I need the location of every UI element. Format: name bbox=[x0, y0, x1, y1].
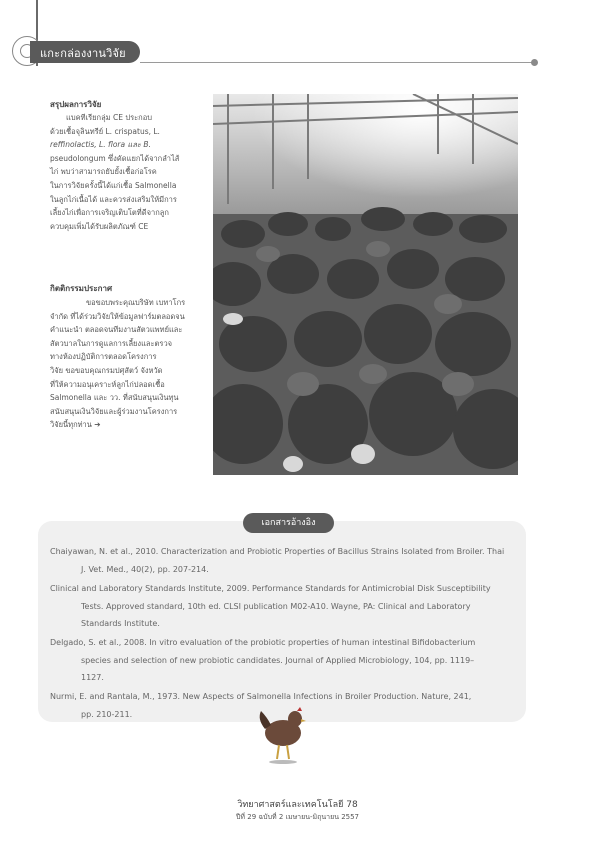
summary-line: pseudolongum ซึ่งคัดแยกได้จากลำไส้ bbox=[50, 153, 180, 163]
summary-line: ด้วยเชื้อจุลินทรีย์ L. crispatus, L. bbox=[50, 126, 160, 136]
summary-line: ในการวิจัยครั้งนี้ได้แก่เชื้อ Salmonella bbox=[50, 180, 177, 190]
reference-item bbox=[50, 580, 520, 633]
reference-item bbox=[50, 634, 520, 687]
summary-line: เลี้ยงไก่เพื่อการเจริญเติบโตที่ดีจากลูก bbox=[50, 208, 169, 218]
summary-paragraph bbox=[50, 111, 208, 233]
journal-footer-title: วิทยาศาสตร์และเทคโนโลยี 78 bbox=[237, 800, 358, 810]
summary-line: ในลูกไก่เนื้อได้ และควรส่งเสริมให้มีการ bbox=[50, 194, 177, 204]
journal-footer-issue: ปีที่ 29 ฉบับที่ 2 เมษายน-มิถุนายน 2557 bbox=[235, 813, 360, 821]
thanks-heading: กิตติกรรมประกาศ bbox=[50, 284, 113, 293]
reference-line: 1127. bbox=[81, 673, 104, 682]
chicken-farm-photo bbox=[213, 94, 518, 475]
thanks-line: สัตวบาลในการดูแลการเลี้ยงและตรวจ bbox=[50, 338, 173, 348]
thanks-line: จำกัด ที่ได้ร่วมวิจัยให้ข้อมูลฟาร์มตลอดจน bbox=[50, 311, 185, 321]
references-heading: เอกสารอ้างอิง bbox=[243, 513, 334, 533]
thanks-line: คำแนะนำ ตลอดจนทีมงานสัตวแพทย์และ bbox=[50, 325, 183, 335]
summary-line: ไก่ พบว่าสามารถยับยั้งเชื้อก่อโรค bbox=[50, 167, 157, 177]
thanks-line: วิจัย ขอขอบคุณกรมปศุสัตว์ จังหวัด bbox=[50, 365, 163, 375]
reference-line: Clinical and Laboratory Standards Institute, 2009. Performance Standards for Antimicrobial Disk Susceptibility bbox=[50, 584, 491, 593]
summary-heading: สรุปผลการวิจัย bbox=[50, 100, 102, 109]
reference-item bbox=[50, 543, 520, 578]
thanks-line: วิจัยนี้ทุกท่าน ➔ bbox=[50, 420, 101, 430]
thanks-paragraph bbox=[50, 296, 208, 432]
thanks-line: ทางห้องปฏิบัติการตลอดโครงการ bbox=[50, 352, 157, 362]
thanks-line: ขอขอบพระคุณบริษัท เบทาโกร bbox=[86, 298, 186, 307]
summary-line: ควบคุมเพิ่มได้รับผลิตภัณฑ์ CE bbox=[50, 221, 149, 231]
reference-line: J. Vet. Med., 40(2), pp. 207-214. bbox=[81, 564, 209, 574]
thanks-line: Salmonella และ วว. ที่สนับสนุนเงินทุน bbox=[50, 393, 179, 403]
chicken-illustration-icon bbox=[257, 703, 309, 765]
summary-line: reffinolactis, L. flora และ B. bbox=[50, 140, 151, 150]
chicken-farm-photo-graphic bbox=[213, 94, 518, 475]
reference-line: Chaiyawan, N. et al., 2010. Characterization and Probiotic Properties of Bacillus Strains Isolated from Broiler. Thai bbox=[50, 547, 505, 556]
section-header-title: แกะกล่องงานวิจัย bbox=[40, 47, 126, 60]
reference-line: Delgado, S. et al., 2008. In vitro evaluation of the probiotic properties of human intestinal Bifidobacterium bbox=[50, 638, 476, 647]
reference-line: pp. 210-211. bbox=[81, 709, 133, 719]
header-rule bbox=[140, 62, 535, 63]
reference-line: species and selection of new probiotic candidates. Journal of Applied Microbiology, 104, pp. 1119– bbox=[81, 655, 475, 665]
reference-line: Standards Institute. bbox=[81, 619, 160, 628]
reference-line: Nurmi, E. and Rantala, M., 1973. New Aspects of Salmonella Infections in Broiler Production. Nature, 241, bbox=[50, 692, 472, 701]
summary-line: แบคทีเรียกลุ่ม CE ประกอบ bbox=[66, 113, 152, 122]
thanks-line: ที่ให้ความอนุเคราะห์ลูกไก่ปลอดเชื้อ bbox=[50, 379, 165, 389]
reference-line: Tests. Approved standard, 10th ed. CLSI publication M02-A10. Wayne, PA: Clinical and Laboratory bbox=[81, 601, 471, 611]
header-rule-dot bbox=[531, 59, 538, 66]
thanks-line: สนับสนุนเงินวิจัยและผู้ร่วมงานโครงการ bbox=[50, 406, 178, 416]
